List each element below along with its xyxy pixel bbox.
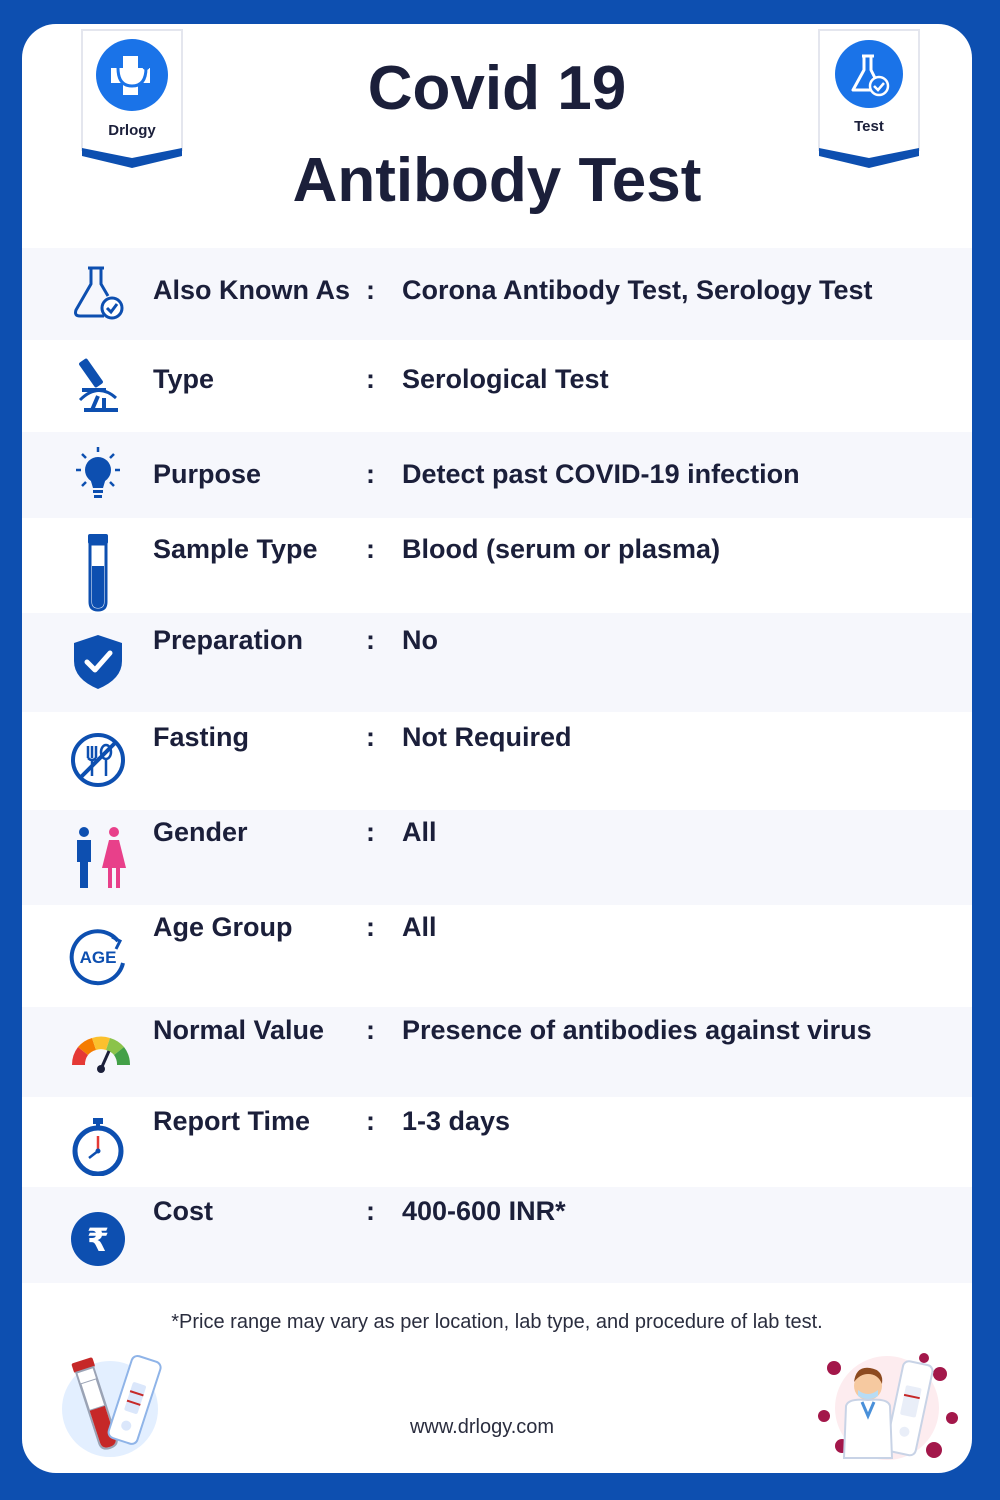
row-colon: : (366, 275, 375, 305)
row-value: 1-3 days (402, 1106, 511, 1136)
drlogy-badge (80, 28, 184, 168)
age-icon (68, 927, 128, 987)
doctor-virus-test-kit-icon (812, 1346, 962, 1466)
row-sample-type (22, 518, 972, 613)
flask-badge-icon (817, 28, 921, 168)
info-table (22, 248, 972, 1283)
row-gender (22, 810, 972, 905)
row-label: Preparation (153, 625, 304, 655)
gender-icon (68, 826, 132, 890)
age-icon-text: AGE (79, 948, 117, 967)
row-label: Cost (153, 1196, 213, 1226)
flask-check-icon (68, 262, 128, 322)
price-footnote: *Price range may vary as per location, lab type, and procedure of lab test. (171, 1311, 823, 1333)
row-colon: : (366, 912, 375, 942)
shield-check-icon (68, 631, 128, 691)
row-colon: : (366, 817, 375, 847)
row-value: Corona Antibody Test, Serology Test (402, 275, 873, 305)
row-value: Blood (serum or plasma) (402, 534, 721, 564)
row-value: Not Required (402, 722, 572, 752)
website-link[interactable]: www.drlogy.com (409, 1416, 555, 1438)
lightbulb-icon (68, 444, 128, 504)
row-colon: : (366, 1196, 375, 1226)
row-label: Type (153, 364, 215, 394)
row-value: All (402, 912, 437, 942)
row-age-group (22, 905, 972, 1007)
row-cost (22, 1187, 972, 1283)
infographic-card (22, 24, 972, 1473)
row-label: Also Known As (153, 275, 351, 305)
row-report-time (22, 1097, 972, 1187)
rupee-icon (68, 1209, 128, 1269)
row-colon: : (366, 459, 375, 489)
microscope-icon (68, 354, 128, 414)
row-purpose (22, 432, 972, 518)
row-colon: : (366, 534, 375, 564)
row-colon: : (366, 625, 375, 655)
row-value: Serological Test (402, 364, 609, 394)
rupee-icon-text: ₹ (86, 1221, 110, 1259)
test-badge (817, 28, 921, 168)
gauge-icon (68, 1025, 134, 1075)
row-value: Presence of antibodies against virus (402, 1015, 872, 1045)
drlogy-logo-icon (80, 28, 184, 168)
row-label: Normal Value (153, 1015, 325, 1045)
drlogy-label: Drlogy (108, 122, 156, 139)
row-value: All (402, 817, 437, 847)
blood-tube-test-kit-icon (56, 1349, 166, 1461)
row-colon: : (366, 364, 375, 394)
row-normal-value (22, 1007, 972, 1097)
page-title-line-1: Covid 19 (367, 54, 627, 123)
row-value: Detect past COVID-19 infection (402, 459, 800, 489)
row-also-known-as (22, 248, 972, 340)
no-food-icon (68, 730, 128, 790)
row-label: Sample Type (153, 534, 318, 564)
row-colon: : (366, 1015, 375, 1045)
row-label: Fasting (153, 722, 250, 752)
row-label: Report Time (153, 1106, 311, 1136)
row-preparation (22, 613, 972, 712)
row-type (22, 340, 972, 432)
test-tube-icon (68, 530, 128, 614)
stopwatch-icon (68, 1116, 128, 1176)
row-fasting (22, 712, 972, 810)
row-colon: : (366, 722, 375, 752)
row-label: Gender (153, 817, 248, 847)
row-value: No (402, 625, 438, 655)
test-label: Test (854, 118, 884, 135)
row-label: Purpose (153, 459, 262, 489)
row-label: Age Group (153, 912, 293, 942)
row-value: 400-600 INR* (402, 1196, 566, 1226)
row-colon: : (366, 1106, 375, 1136)
page-title-line-2: Antibody Test (292, 146, 702, 215)
